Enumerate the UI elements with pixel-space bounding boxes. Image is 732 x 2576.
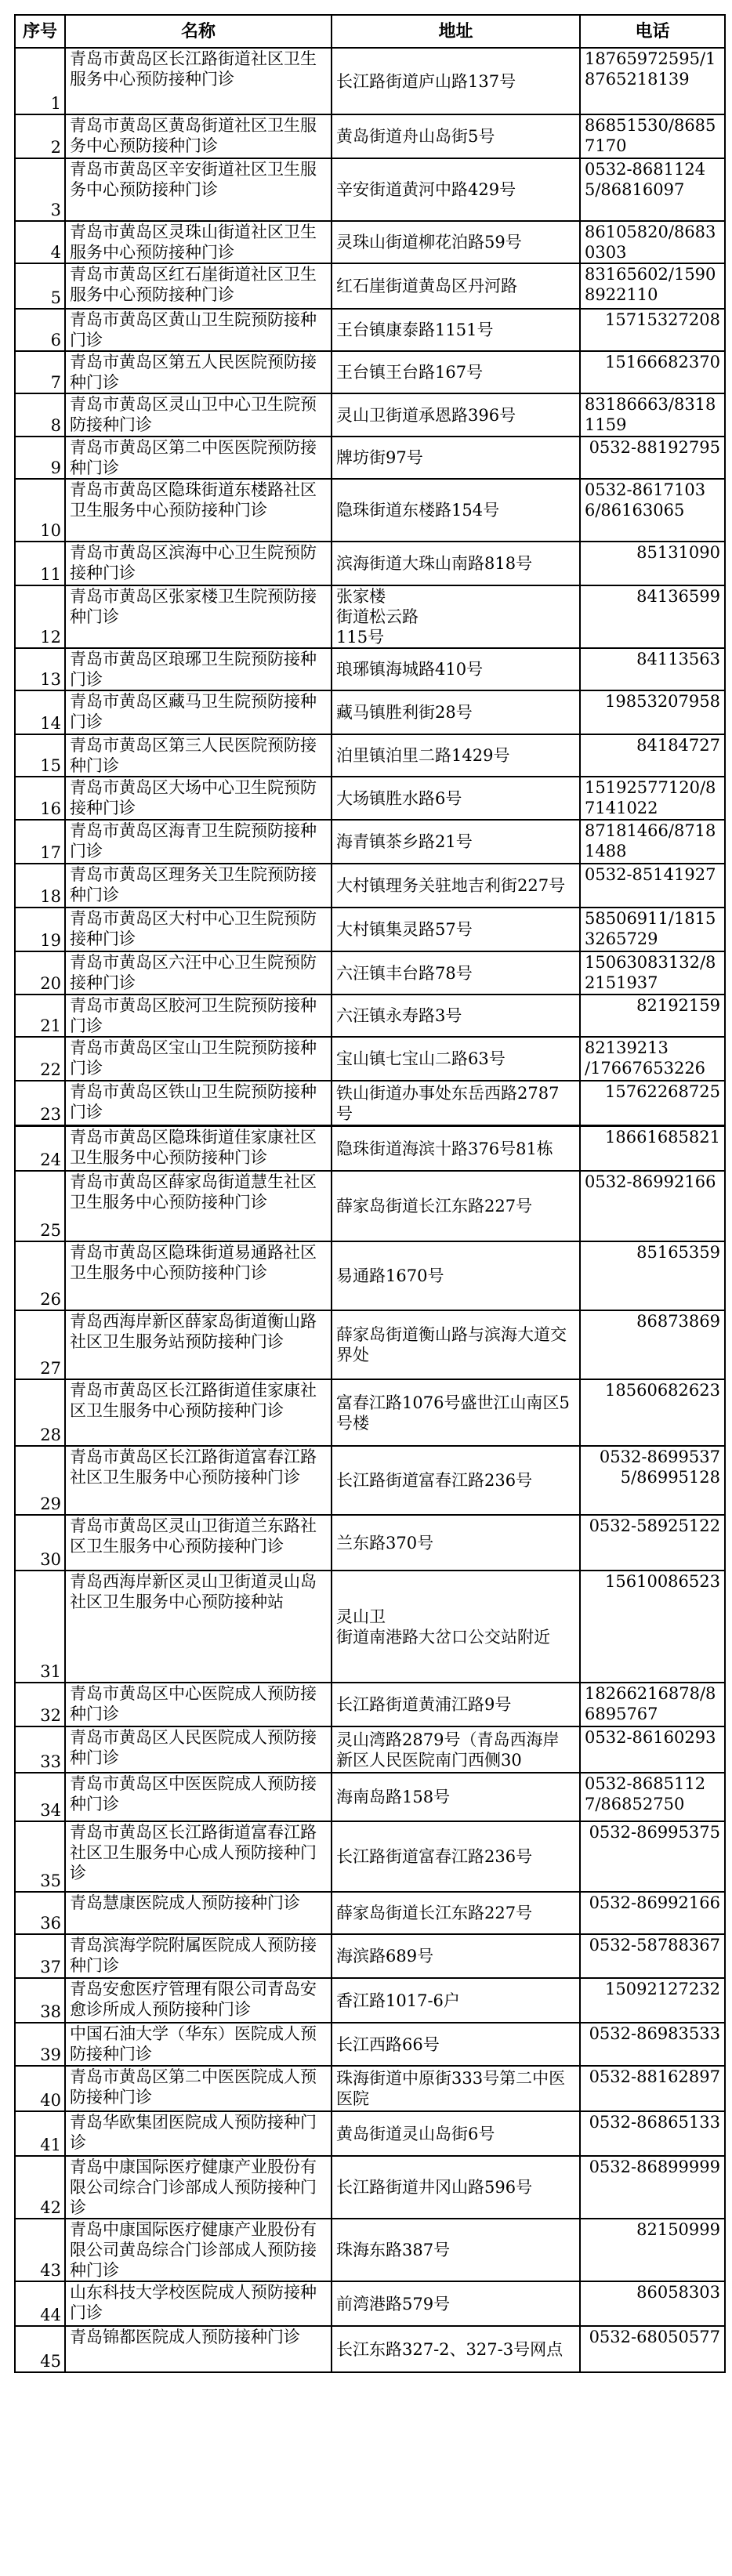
table-row <box>15 648 725 690</box>
table-row <box>15 1379 725 1446</box>
clinic-name: 青岛市黄岛区人民医院成人预防接种门诊 <box>65 1726 332 1773</box>
clinic-name: 青岛市黄岛区大场中心卫生院预防接种门诊 <box>65 777 332 820</box>
table-row <box>15 995 725 1037</box>
table-row <box>15 1037 725 1081</box>
clinic-name: 青岛市黄岛区辛安街道社区卫生服务中心预防接种门诊 <box>65 158 332 221</box>
clinic-phone: 0532-86899999 <box>580 2156 725 2219</box>
clinic-phone: 0532-86992166 <box>580 1171 725 1241</box>
clinic-name: 青岛市黄岛区大村中心卫生院预防接种门诊 <box>65 908 332 951</box>
table-row <box>15 351 725 393</box>
clinic-phone: 15715327208 <box>580 309 725 351</box>
clinic-name: 青岛锦都医院成人预防接种门诊 <box>65 2326 332 2372</box>
clinic-name: 青岛市黄岛区第二中医医院预防接种门诊 <box>65 437 332 479</box>
clinic-address: 长江路街道庐山路137号 <box>332 48 580 114</box>
clinic-name: 青岛市黄岛区第五人民医院预防接种门诊 <box>65 351 332 393</box>
clinic-address: 海南岛路158号 <box>332 1773 580 1821</box>
row-number: 11 <box>15 542 65 585</box>
clinic-name: 青岛市黄岛区六汪中心卫生院预防接种门诊 <box>65 951 332 995</box>
row-number: 40 <box>15 2066 65 2111</box>
clinic-address: 隐珠街道东楼路154号 <box>332 479 580 542</box>
clinic-name: 青岛市黄岛区灵珠山街道社区卫生服务中心预防接种门诊 <box>65 221 332 263</box>
row-number: 39 <box>15 2023 65 2066</box>
clinic-name: 青岛市黄岛区中心医院成人预防接种门诊 <box>65 1683 332 1726</box>
table-row <box>15 221 725 263</box>
clinic-address: 灵山湾路2879号（青岛西海岸新区人民医院南门西侧30 <box>332 1726 580 1773</box>
clinic-name: 青岛中康国际医疗健康产业股份有限公司黄岛综合门诊部成人预防接种门诊 <box>65 2219 332 2281</box>
clinic-address: 长江西路66号 <box>332 2023 580 2066</box>
clinic-address: 宝山镇七宝山二路63号 <box>332 1037 580 1081</box>
row-number: 31 <box>15 1571 65 1683</box>
clinic-address: 海滨路689号 <box>332 1934 580 1978</box>
table-row <box>15 1934 725 1978</box>
row-number: 24 <box>15 1126 65 1172</box>
clinic-phone: 86873869 <box>580 1310 725 1379</box>
clinic-phone: 0532-68050577 <box>580 2326 725 2372</box>
table-row <box>15 1683 725 1726</box>
clinic-name: 青岛市黄岛区中医医院成人预防接种门诊 <box>65 1773 332 1821</box>
row-number: 12 <box>15 585 65 648</box>
clinic-phone: 0532-86851127/86852750 <box>580 1773 725 1821</box>
table-row <box>15 1515 725 1571</box>
clinic-name: 青岛市黄岛区张家楼卫生院预防接种门诊 <box>65 585 332 648</box>
clinic-address: 琅琊镇海城路410号 <box>332 648 580 690</box>
table-row <box>15 820 725 864</box>
clinic-name: 青岛市黄岛区海青卫生院预防接种门诊 <box>65 820 332 864</box>
clinic-name: 青岛市黄岛区铁山卫生院预防接种门诊 <box>65 1081 332 1126</box>
clinic-address: 珠海街道中原街333号第二中医医院 <box>332 2066 580 2111</box>
clinic-address: 王台镇王台路167号 <box>332 351 580 393</box>
clinic-phone: 0532-58925122 <box>580 1515 725 1571</box>
table-row <box>15 1978 725 2023</box>
clinic-address: 易通路1670号 <box>332 1241 580 1310</box>
row-number: 5 <box>15 263 65 309</box>
row-number: 30 <box>15 1515 65 1571</box>
clinic-phone: 15610086523 <box>580 1571 725 1683</box>
clinic-address: 六汪镇永寿路3号 <box>332 995 580 1037</box>
clinic-phone: 84113563 <box>580 648 725 690</box>
clinic-phone: 86851530/86857170 <box>580 114 725 158</box>
table-row <box>15 777 725 820</box>
clinic-address: 灵山卫街道承恩路396号 <box>332 393 580 437</box>
clinic-phone: 18266216878/86895767 <box>580 1683 725 1726</box>
row-number: 34 <box>15 1773 65 1821</box>
clinic-name: 青岛市黄岛区红石崖街道社区卫生服务中心预防接种门诊 <box>65 263 332 309</box>
clinic-address: 前湾港路579号 <box>332 2281 580 2326</box>
clinic-phone: 58506911/18153265729 <box>580 908 725 951</box>
clinic-address: 海青镇茶乡路21号 <box>332 820 580 864</box>
row-number: 45 <box>15 2326 65 2372</box>
row-number: 36 <box>15 1892 65 1934</box>
clinic-name: 青岛市黄岛区宝山卫生院预防接种门诊 <box>65 1037 332 1081</box>
clinic-phone: 0532-86995375/86995128 <box>580 1446 725 1515</box>
clinic-name: 青岛市黄岛区长江路街道富春江路社区卫生服务中心成人预防接种门诊 <box>65 1821 332 1892</box>
table-row <box>15 1126 725 1172</box>
table-row <box>15 1726 725 1773</box>
clinic-phone: 83186663/83181159 <box>580 393 725 437</box>
row-number: 19 <box>15 908 65 951</box>
table-row <box>15 1241 725 1310</box>
clinic-address: 长江路街道富春江路236号 <box>332 1821 580 1892</box>
row-number: 17 <box>15 820 65 864</box>
clinic-name: 青岛市黄岛区黄岛街道社区卫生服务中心预防接种门诊 <box>65 114 332 158</box>
clinic-name: 山东科技大学校医院成人预防接种门诊 <box>65 2281 332 2326</box>
clinic-phone: 83165602/15908922110 <box>580 263 725 309</box>
table-row <box>15 2219 725 2281</box>
table-row <box>15 2066 725 2111</box>
header-phone: 电话 <box>580 15 725 48</box>
clinic-phone: 86058303 <box>580 2281 725 2326</box>
clinic-name: 青岛市黄岛区长江路街道社区卫生服务中心预防接种门诊 <box>65 48 332 114</box>
clinic-name: 青岛市黄岛区长江路街道佳家康社区卫生服务中心预防接种门诊 <box>65 1379 332 1446</box>
clinic-address: 大村镇集灵路57号 <box>332 908 580 951</box>
header-name: 名称 <box>65 15 332 48</box>
clinic-name: 青岛市黄岛区灵山卫中心卫生院预防接种门诊 <box>65 393 332 437</box>
clinic-address: 黄岛街道舟山岛街5号 <box>332 114 580 158</box>
clinic-address: 香江路1017-6户 <box>332 1978 580 2023</box>
table-row <box>15 690 725 734</box>
row-number: 8 <box>15 393 65 437</box>
clinic-phone: 85131090 <box>580 542 725 585</box>
clinic-phone: 18765972595/18765218139 <box>580 48 725 114</box>
clinic-name: 青岛华欧集团医院成人预防接种门诊 <box>65 2111 332 2156</box>
table-row <box>15 479 725 542</box>
row-number: 6 <box>15 309 65 351</box>
clinic-address: 长江路街道富春江路236号 <box>332 1446 580 1515</box>
clinic-phone: 84184727 <box>580 734 725 777</box>
row-number: 44 <box>15 2281 65 2326</box>
row-number: 25 <box>15 1171 65 1241</box>
row-number: 16 <box>15 777 65 820</box>
clinic-name: 青岛西海岸新区薛家岛街道衡山路社区卫生服务站预防接种门诊 <box>65 1310 332 1379</box>
clinic-address: 牌坊街97号 <box>332 437 580 479</box>
row-number: 22 <box>15 1037 65 1081</box>
clinic-address: 黄岛街道灵山岛街6号 <box>332 2111 580 2156</box>
row-number: 1 <box>15 48 65 114</box>
clinic-name: 中国石油大学（华东）医院成人预防接种门诊 <box>65 2023 332 2066</box>
clinic-phone: 15166682370 <box>580 351 725 393</box>
clinic-phone: 18560682623 <box>580 1379 725 1446</box>
header-address: 地址 <box>332 15 580 48</box>
table-row <box>15 114 725 158</box>
clinic-phone: 15762268725 <box>580 1081 725 1126</box>
table-row <box>15 908 725 951</box>
clinic-address: 薛家岛街道长江东路227号 <box>332 1892 580 1934</box>
row-number: 13 <box>15 648 65 690</box>
header-row <box>15 15 725 48</box>
table-row <box>15 1821 725 1892</box>
row-number: 43 <box>15 2219 65 2281</box>
clinic-phone: 0532-88162897 <box>580 2066 725 2111</box>
table-row <box>15 1171 725 1241</box>
row-number: 21 <box>15 995 65 1037</box>
clinic-name: 青岛市黄岛区隐珠街道佳家康社区卫生服务中心预防接种门诊 <box>65 1126 332 1172</box>
clinic-address: 六汪镇丰台路78号 <box>332 951 580 995</box>
table-row <box>15 951 725 995</box>
table-row <box>15 263 725 309</box>
row-number: 14 <box>15 690 65 734</box>
row-number: 38 <box>15 1978 65 2023</box>
header-no: 序号 <box>15 15 65 48</box>
row-number: 9 <box>15 437 65 479</box>
clinic-phone: 0532-58788367 <box>580 1934 725 1978</box>
row-number: 28 <box>15 1379 65 1446</box>
clinic-address: 滨海街道大珠山南路818号 <box>332 542 580 585</box>
clinic-name: 青岛安愈医疗管理有限公司青岛安愈诊所成人预防接种门诊 <box>65 1978 332 2023</box>
clinic-name: 青岛市黄岛区滨海中心卫生院预防接种门诊 <box>65 542 332 585</box>
table-row <box>15 1571 725 1683</box>
clinic-address: 张家楼 街道松云路 115号 <box>332 585 580 648</box>
clinic-address: 灵珠山街道柳花泊路59号 <box>332 221 580 263</box>
clinic-phone: 18661685821 <box>580 1126 725 1172</box>
clinic-phone: 82139213 /17667653226 <box>580 1037 725 1081</box>
row-number: 18 <box>15 864 65 908</box>
clinic-address: 灵山卫 街道南港路大岔口公交站附近 <box>332 1571 580 1683</box>
table-row <box>15 2326 725 2372</box>
row-number: 32 <box>15 1683 65 1726</box>
vaccination-clinic-table-container <box>14 14 724 2373</box>
clinic-name: 青岛市黄岛区琅琊卫生院预防接种门诊 <box>65 648 332 690</box>
clinic-name: 青岛市黄岛区灵山卫街道兰东路社区卫生服务中心预防接种门诊 <box>65 1515 332 1571</box>
vaccination-clinic-table <box>14 14 726 2373</box>
clinic-address: 隐珠街道海滨十路376号81栋 <box>332 1126 580 1172</box>
table-row <box>15 864 725 908</box>
clinic-name: 青岛市黄岛区藏马卫生院预防接种门诊 <box>65 690 332 734</box>
clinic-phone: 0532-86865133 <box>580 2111 725 2156</box>
clinic-address: 大村镇理务关驻地吉利街227号 <box>332 864 580 908</box>
clinic-address: 大场镇胜水路6号 <box>332 777 580 820</box>
clinic-name: 青岛市黄岛区隐珠街道东楼路社区卫生服务中心预防接种门诊 <box>65 479 332 542</box>
clinic-phone: 0532-85141927 <box>580 864 725 908</box>
clinic-name: 青岛市黄岛区理务关卫生院预防接种门诊 <box>65 864 332 908</box>
row-number: 23 <box>15 1081 65 1126</box>
table-body <box>15 48 725 2372</box>
table-row <box>15 158 725 221</box>
clinic-phone: 15092127232 <box>580 1978 725 2023</box>
clinic-phone: 0532-86160293 <box>580 1726 725 1773</box>
table-row <box>15 393 725 437</box>
table-row <box>15 2023 725 2066</box>
row-number: 15 <box>15 734 65 777</box>
row-number: 10 <box>15 479 65 542</box>
clinic-address: 泊里镇泊里二路1429号 <box>332 734 580 777</box>
row-number: 7 <box>15 351 65 393</box>
clinic-phone: 0532-88192795 <box>580 437 725 479</box>
clinic-phone: 85165359 <box>580 1241 725 1310</box>
table-row <box>15 1081 725 1126</box>
row-number: 42 <box>15 2156 65 2219</box>
row-number: 4 <box>15 221 65 263</box>
table-row <box>15 542 725 585</box>
clinic-address: 藏马镇胜利街28号 <box>332 690 580 734</box>
table-row <box>15 1892 725 1934</box>
clinic-address: 薛家岛街道衡山路与滨海大道交界处 <box>332 1310 580 1379</box>
clinic-name: 青岛市黄岛区胶河卫生院预防接种门诊 <box>65 995 332 1037</box>
row-number: 33 <box>15 1726 65 1773</box>
row-number: 29 <box>15 1446 65 1515</box>
row-number: 26 <box>15 1241 65 1310</box>
clinic-name: 青岛慧康医院成人预防接种门诊 <box>65 1892 332 1934</box>
clinic-address: 辛安街道黄河中路429号 <box>332 158 580 221</box>
clinic-name: 青岛市黄岛区薛家岛街道慧生社区卫生服务中心预防接种门诊 <box>65 1171 332 1241</box>
clinic-phone: 15063083132/82151937 <box>580 951 725 995</box>
row-number: 27 <box>15 1310 65 1379</box>
row-number: 35 <box>15 1821 65 1892</box>
clinic-address: 薛家岛街道长江东路227号 <box>332 1171 580 1241</box>
row-number: 37 <box>15 1934 65 1978</box>
clinic-phone: 0532-86811245/86816097 <box>580 158 725 221</box>
row-number: 41 <box>15 2111 65 2156</box>
clinic-name: 青岛滨海学院附属医院成人预防接种门诊 <box>65 1934 332 1978</box>
table-row <box>15 585 725 648</box>
row-number: 20 <box>15 951 65 995</box>
clinic-phone: 0532-86983533 <box>580 2023 725 2066</box>
table-row <box>15 437 725 479</box>
clinic-address: 铁山街道办事处东岳西路2787号 <box>332 1081 580 1126</box>
table-row <box>15 2156 725 2219</box>
clinic-address: 兰东路370号 <box>332 1515 580 1571</box>
clinic-phone: 86105820/86830303 <box>580 221 725 263</box>
table-row <box>15 309 725 351</box>
clinic-phone: 19853207958 <box>580 690 725 734</box>
clinic-name: 青岛西海岸新区灵山卫街道灵山岛社区卫生服务中心预防接种站 <box>65 1571 332 1683</box>
clinic-phone: 87181466/87181488 <box>580 820 725 864</box>
clinic-name: 青岛市黄岛区第三人民医院预防接种门诊 <box>65 734 332 777</box>
clinic-address: 长江东路327-2、327-3号网点 <box>332 2326 580 2372</box>
clinic-phone: 0532-86992166 <box>580 1892 725 1934</box>
clinic-name: 青岛市黄岛区第二中医医院成人预防接种门诊 <box>65 2066 332 2111</box>
clinic-phone: 0532-86171036/86163065 <box>580 479 725 542</box>
table-row <box>15 1446 725 1515</box>
clinic-name: 青岛市黄岛区隐珠街道易通路社区卫生服务中心预防接种门诊 <box>65 1241 332 1310</box>
clinic-phone: 82192159 <box>580 995 725 1037</box>
row-number: 3 <box>15 158 65 221</box>
table-row <box>15 1310 725 1379</box>
table-row <box>15 2111 725 2156</box>
table-row <box>15 1773 725 1821</box>
clinic-address: 长江路街道黄浦江路9号 <box>332 1683 580 1726</box>
clinic-address: 珠海东路387号 <box>332 2219 580 2281</box>
row-number: 2 <box>15 114 65 158</box>
clinic-phone: 82150999 <box>580 2219 725 2281</box>
clinic-phone: 0532-86995375 <box>580 1821 725 1892</box>
table-row <box>15 48 725 114</box>
table-row <box>15 734 725 777</box>
clinic-address: 王台镇康泰路1151号 <box>332 309 580 351</box>
clinic-name: 青岛市黄岛区长江路街道富春江路社区卫生服务中心预防接种门诊 <box>65 1446 332 1515</box>
clinic-phone: 15192577120/87141022 <box>580 777 725 820</box>
clinic-address: 富春江路1076号盛世江山南区5号楼 <box>332 1379 580 1446</box>
clinic-address: 长江路街道井冈山路596号 <box>332 2156 580 2219</box>
clinic-phone: 84136599 <box>580 585 725 648</box>
clinic-address: 红石崖街道黄岛区丹河路 <box>332 263 580 309</box>
clinic-name: 青岛中康国际医疗健康产业股份有限公司综合门诊部成人预防接种门诊 <box>65 2156 332 2219</box>
table-row <box>15 2281 725 2326</box>
clinic-name: 青岛市黄岛区黄山卫生院预防接种门诊 <box>65 309 332 351</box>
